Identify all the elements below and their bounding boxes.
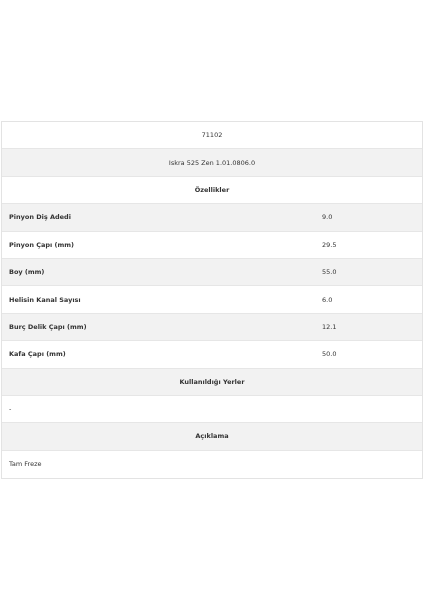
product-model: Iskra 525 Zen 1.01.0806.0 bbox=[168, 158, 256, 167]
feature-row-teeth bbox=[2, 204, 422, 231]
usage-value: - bbox=[9, 405, 12, 414]
feature-label: Burç Delik Çapı (mm) bbox=[9, 322, 87, 331]
product-spec-table bbox=[1, 121, 423, 479]
features-heading: Özellikler bbox=[194, 185, 230, 194]
feature-value: 12.1 bbox=[322, 322, 337, 331]
feature-value: 9.0 bbox=[322, 213, 333, 222]
feature-row-helix-channels bbox=[2, 286, 422, 313]
usage-heading-row bbox=[2, 369, 422, 396]
product-model-row bbox=[2, 149, 422, 176]
feature-label: Helisin Kanal Sayısı bbox=[9, 295, 81, 304]
product-code: 71102 bbox=[201, 131, 223, 140]
feature-label: Pinyon Diş Adedi bbox=[9, 213, 71, 222]
feature-value: 29.5 bbox=[322, 240, 337, 249]
description-value: Tam Freze bbox=[9, 460, 42, 469]
feature-row-length bbox=[2, 259, 422, 286]
feature-value: 6.0 bbox=[322, 295, 333, 304]
feature-row-bushing-bore bbox=[2, 314, 422, 341]
feature-label: Kafa Çapı (mm) bbox=[9, 350, 66, 359]
description-heading: Açıklama bbox=[195, 432, 229, 441]
usage-heading: Kullanıldığı Yerler bbox=[179, 377, 245, 386]
product-code-row bbox=[2, 122, 422, 149]
feature-value: 55.0 bbox=[322, 268, 337, 277]
feature-label: Boy (mm) bbox=[9, 268, 45, 277]
feature-label: Pinyon Çapı (mm) bbox=[9, 240, 74, 249]
description-heading-row bbox=[2, 423, 422, 450]
feature-row-pinion-diameter bbox=[2, 232, 422, 259]
description-value-row bbox=[2, 451, 422, 478]
feature-value: 50.0 bbox=[322, 350, 337, 359]
feature-row-head-diameter bbox=[2, 341, 422, 368]
usage-value-row bbox=[2, 396, 422, 423]
features-heading-row bbox=[2, 177, 422, 204]
